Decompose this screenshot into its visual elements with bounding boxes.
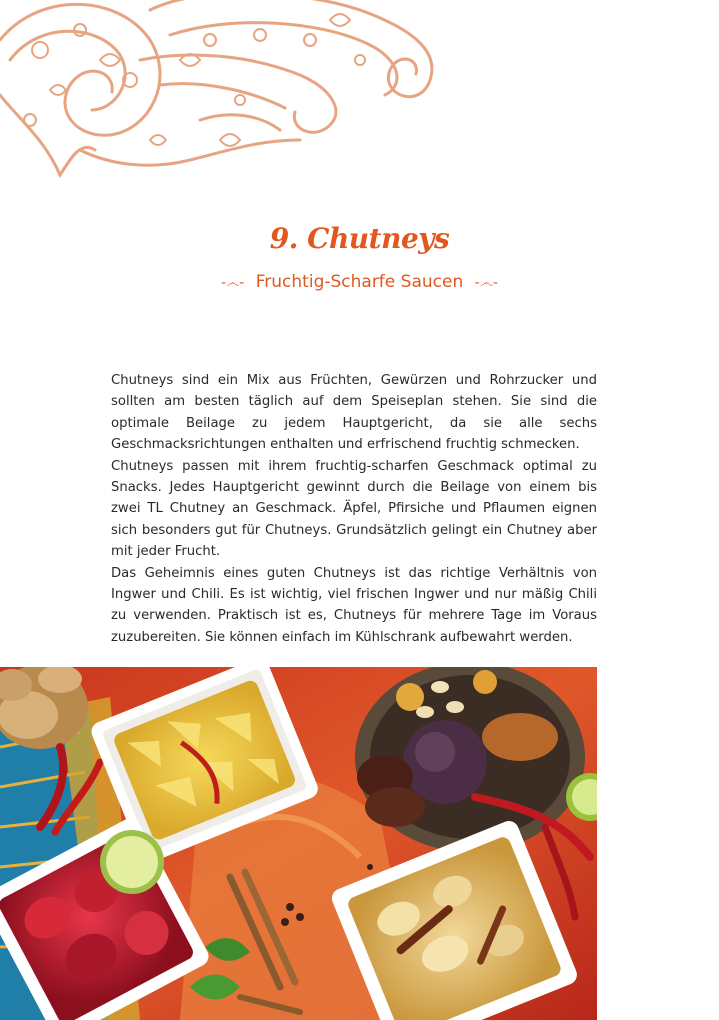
food-photo-icon <box>0 667 597 1020</box>
chapter-subtitle <box>0 272 719 292</box>
paragraph: Chutneys passen mit ihrem fruchtig-scharfen Geschmack optimal zu Snacks. Jedes Hauptgericht gewinnt durch die Beilage von einem bis zwei TL Chutney an Geschmack. Äpfel, Pfirsiche und Pflaumen eignen sich besonders gut für Chutneys. Grundsätzlich gelingt ein Chutney aber mit jeder Frucht. <box>111 458 597 560</box>
paisley-ornament-icon <box>0 0 440 190</box>
chapter-title: 9. Chutneys <box>269 222 450 255</box>
paragraph: Chutneys sind ein Mix aus Früchten, Gewürzen und Rohrzucker und sollten am besten täglich auf dem Speiseplan stehen. Sie sind die optimale Beilage zu jedem Hauptgericht, da sie alle sechs Geschmacksrichtungen enthalten und erfrischend fruchtig schmecken. <box>111 373 597 453</box>
paragraph: Das Geheimnis eines guten Chutneys ist das richtige Verhältnis von Ingwer und Chili. Es ist wichtig, viel frischen Ingwer und nur mäßig Chili zu verwenden. Praktisch ist es, Chutneys für mehrere Tage im Voraus zuzubereiten. Sie können einfach im Kühlschrank aufbewahrt werden. <box>111 565 597 645</box>
left-ornament-icon: -෴- <box>220 275 245 291</box>
subtitle-text: Fruchtig-Scharfe Saucen <box>255 272 464 292</box>
right-ornament-icon: -෴- <box>474 275 499 291</box>
chutney-photo <box>0 667 597 1020</box>
body-text <box>111 370 597 648</box>
